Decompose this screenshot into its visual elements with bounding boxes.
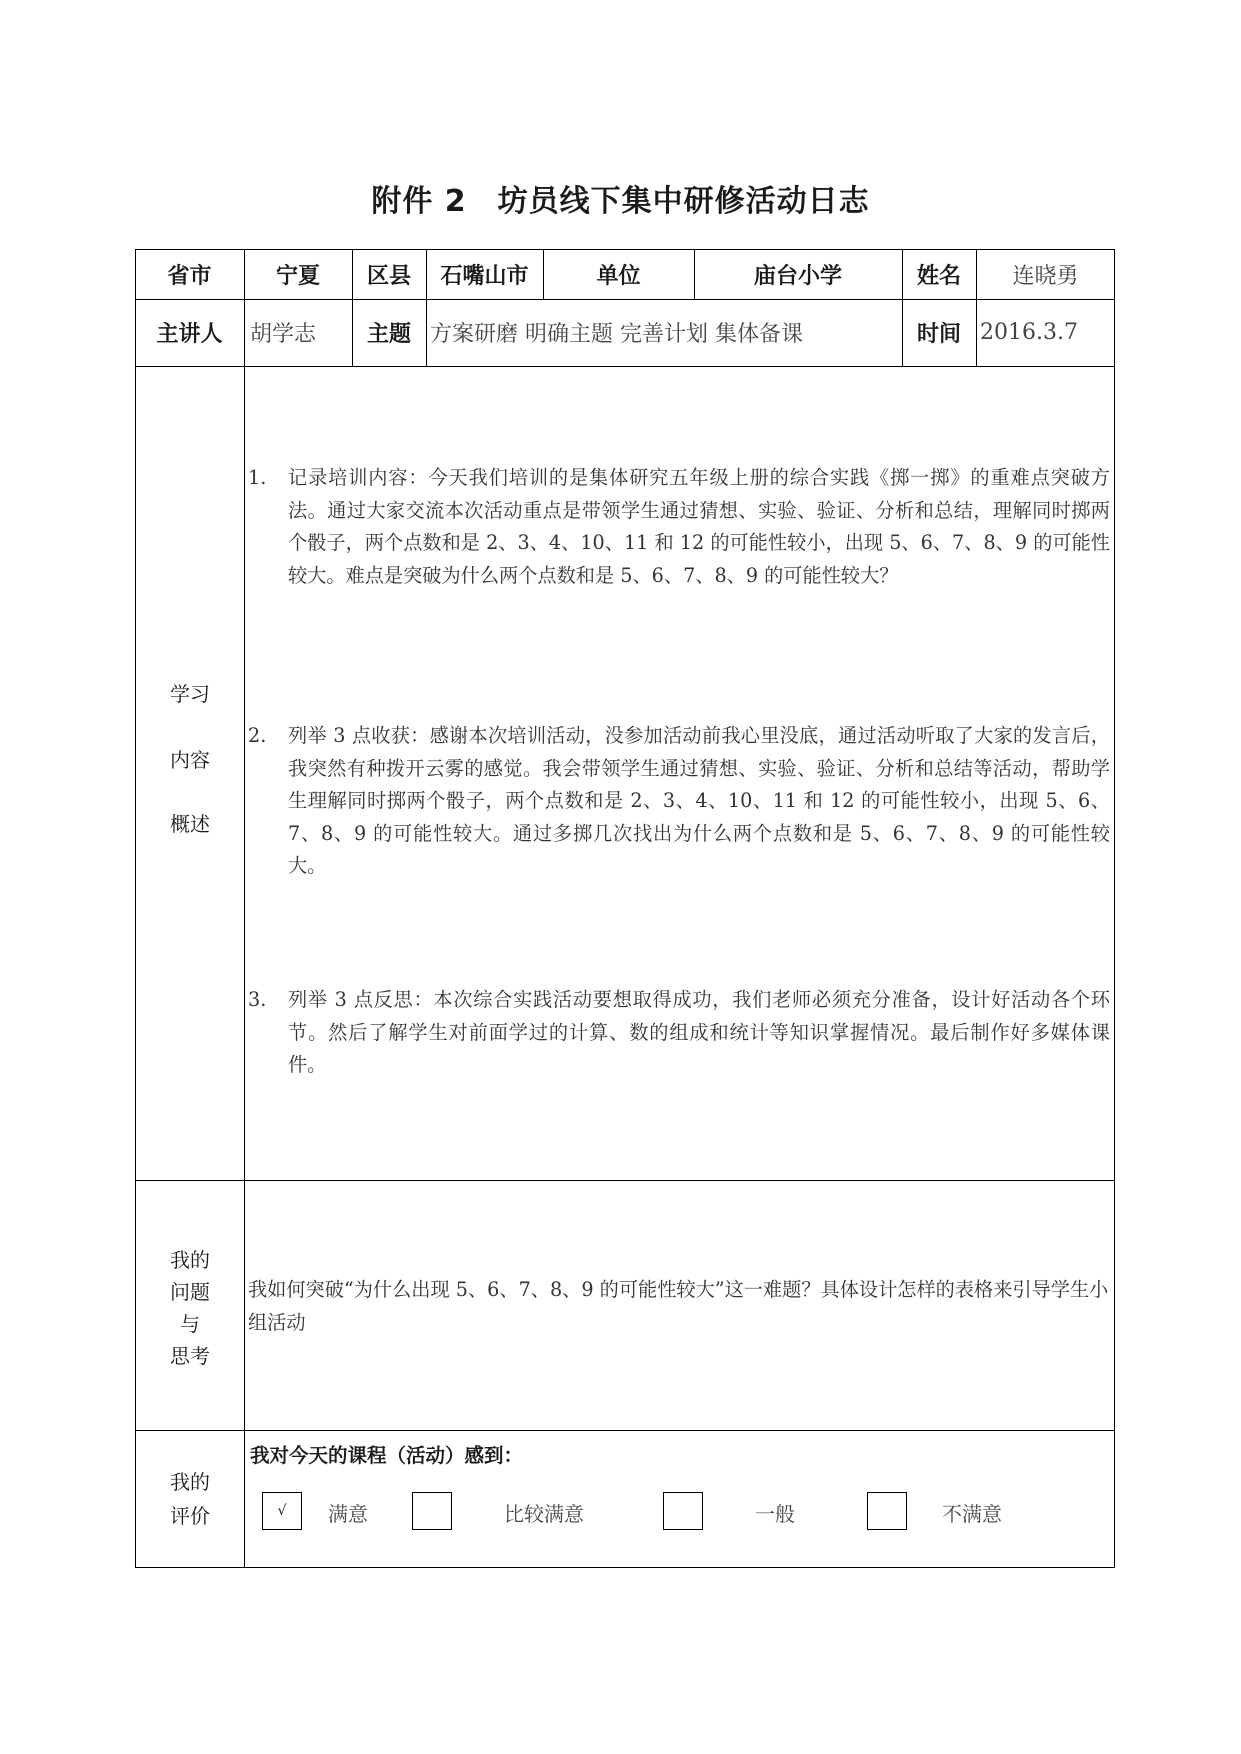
average-checkbox[interactable] [663,1492,703,1530]
time-label: 时间 [916,322,961,347]
study-item-text: 列举 3 点反思：本次综合实践活动要想取得成功，我们老师必须充分准备，设计好活动各个环节。然后了解学生对前面学过的计算、数的组成和统计等知识掌握情况。最后制作好多媒体课件。 [288,988,1110,1076]
fairly-satisfied-checkbox[interactable] [412,1492,452,1530]
question-label-3: 与 [180,1312,200,1336]
question-text: 我如何突破“为什么出现 5、6、7、8、9 的可能性较大”这一难题？具体设计怎样的表格来引导学生小组活动 [248,1278,1109,1334]
satisfied-label: 满意 [328,1502,368,1526]
unsatisfied-label: 不满意 [942,1502,1002,1526]
fairly-satisfied-label: 比较满意 [504,1502,584,1526]
study-item [248,984,1110,1082]
row-divider [135,366,1115,367]
question-label-1: 我的 [170,1248,210,1272]
name-value: 连晓勇 [1012,263,1079,289]
log-table [135,249,1115,1568]
row-divider [135,1180,1115,1181]
study-item [248,720,1110,883]
unit-value: 庙台小学 [753,263,842,289]
average-label: 一般 [755,1502,795,1526]
study-item [248,462,1110,592]
study-item-number: 2. [248,724,267,747]
satisfied-checkbox[interactable]: √ [262,1492,302,1530]
unit-label: 单位 [596,263,641,289]
study-item-text: 记录培训内容：今天我们培训的是集体研究五年级上册的综合实践《掷一掷》的重难点突破方法。通过大家交流本次活动重点是带领学生通过猜想、实验、验证、分析和总结，理解同时掷两个骰子，两个点数和是 2、3、4、10、11 和 12 的可能性较小，出现 5、6、7、8、9 的可能性较大。难点是突破为什么两个点数和是 5、6、7、8、9 的可能性较大？ [288,466,1110,587]
question-label-4: 思考 [170,1344,210,1368]
name-label: 姓名 [916,263,961,289]
document-title: 附件 2 坊员线下集中研修活动日志 [371,184,870,219]
topic-value: 方案研磨 明确主题 完善计划 集体备课 [430,322,803,347]
study-item-number: 1. [248,466,267,489]
speaker-value: 胡学志 [250,322,317,347]
topic-label: 主题 [366,322,411,347]
county-label: 区县 [366,263,411,289]
study-label-1: 学习 [170,682,210,706]
county-value: 石嘴山市 [440,263,529,289]
study-item-number: 3. [248,988,267,1011]
question-label-2: 问题 [170,1280,210,1304]
speaker-label: 主讲人 [156,322,223,347]
study-item-text: 列举 3 点收获：感谢本次培训活动，没参加活动前我心里没底，通过活动听取了大家的发言后，我突然有种拨开云雾的感觉。我会带领学生通过猜想、实验、验证、分析和总结等活动，帮助学生理解同时掷两个骰子，两个点数和是 2、3、4、10、11 和 12 的可能性较小，出现 5、6、7、8、9 的可能性较大。通过多掷几次找出为什么两个点数和是 5、6、7、8、9 的可能性较大。 [288,724,1110,877]
evaluation-label-2: 评价 [170,1504,210,1528]
time-value: 2016.3.7 [980,320,1078,345]
province-label: 省市 [167,263,212,289]
study-label-3: 概述 [170,812,210,836]
col-divider [244,249,245,1568]
study-label-2: 内容 [170,748,210,772]
province-value: 宁夏 [275,263,320,289]
row-divider [135,1430,1115,1431]
evaluation-heading: 我对今天的课程（活动）感到： [250,1444,524,1467]
unsatisfied-checkbox[interactable] [867,1492,907,1530]
evaluation-label-1: 我的 [170,1470,210,1494]
